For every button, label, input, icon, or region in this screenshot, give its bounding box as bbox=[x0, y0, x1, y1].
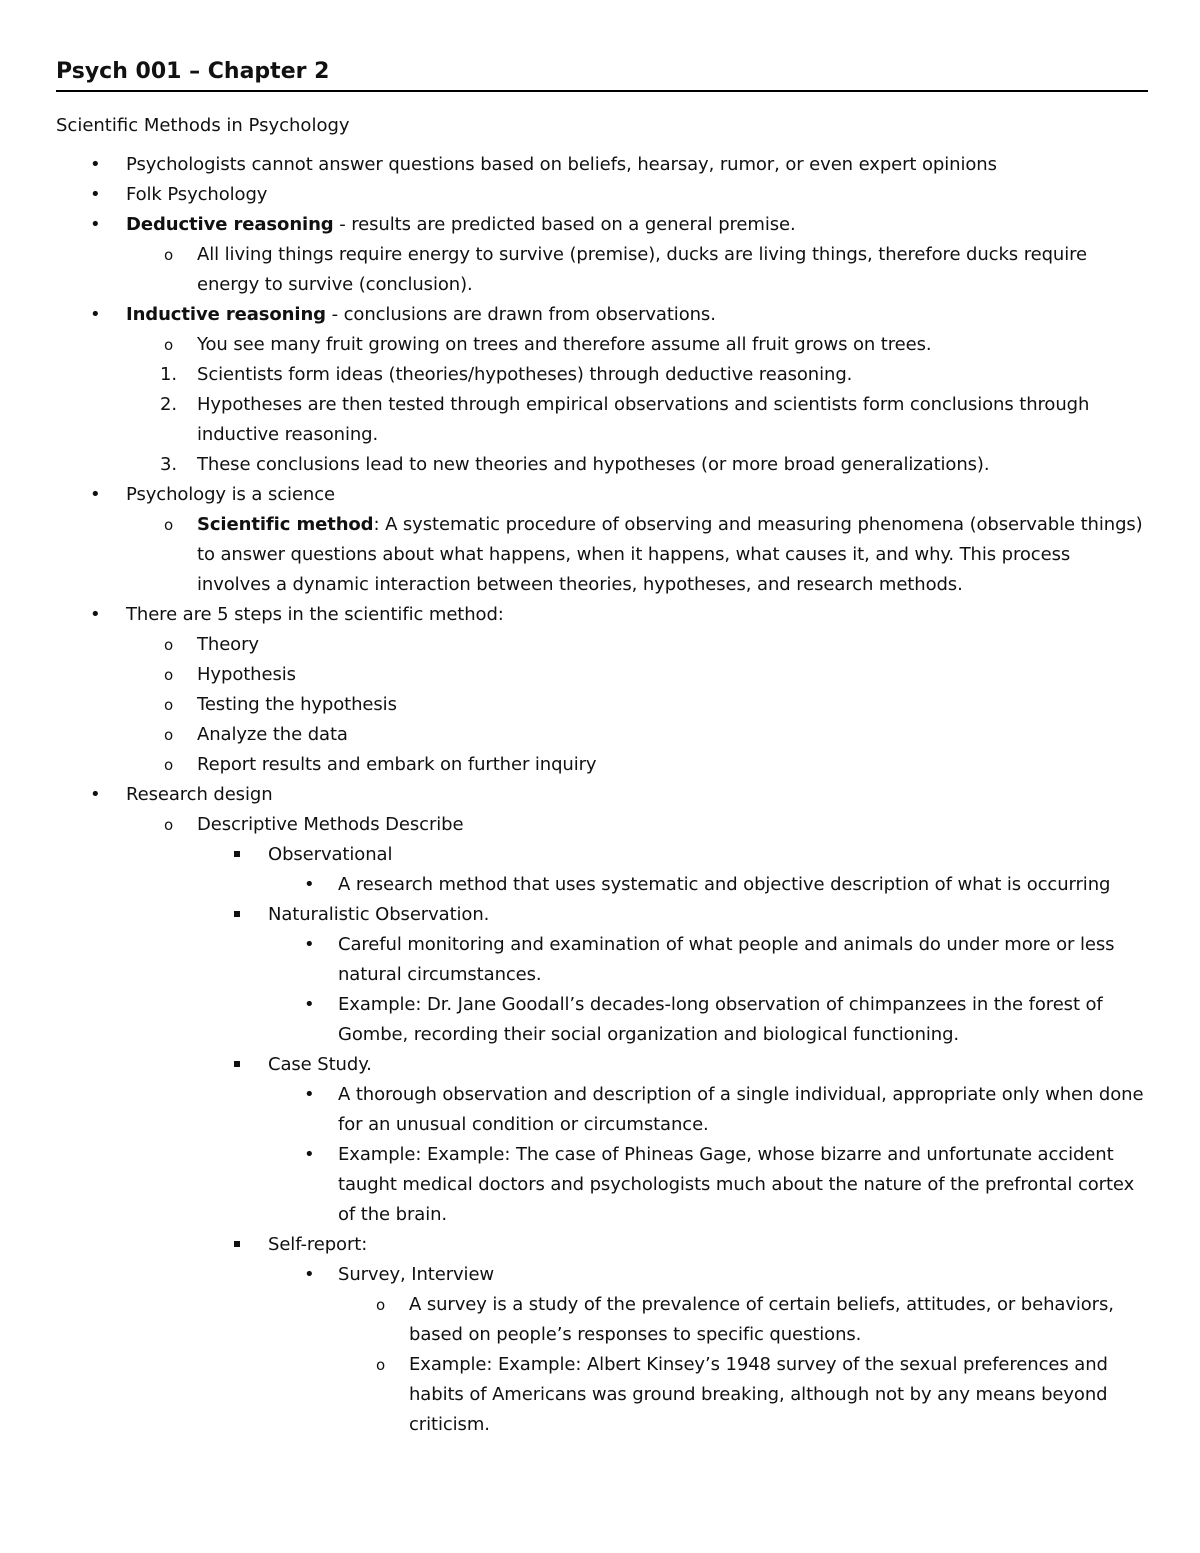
outline-item bbox=[56, 390, 1148, 450]
item-text: Self-report: bbox=[268, 1234, 368, 1255]
item-text: You see many fruit growing on trees and therefore assume all fruit grows on trees. bbox=[197, 334, 932, 355]
document-title: Psych 001 – Chapter 2 bbox=[56, 56, 1148, 92]
circle-bullet-icon bbox=[164, 750, 194, 780]
key-term: Scientific method bbox=[197, 514, 374, 535]
outline-item bbox=[56, 660, 1148, 690]
item-text: Case Study. bbox=[268, 1054, 372, 1075]
outline-item bbox=[56, 630, 1148, 660]
circle-bullet-icon bbox=[164, 690, 194, 720]
outline-item bbox=[56, 1230, 1148, 1260]
outline-item bbox=[56, 750, 1148, 780]
bullet-bullet-icon bbox=[90, 600, 120, 630]
circle-bullet-icon bbox=[164, 810, 194, 840]
bullet-bullet-icon bbox=[304, 870, 334, 900]
bullet-bullet-icon bbox=[90, 180, 120, 210]
outline-item bbox=[56, 240, 1148, 300]
document-page bbox=[56, 56, 1148, 1440]
bullet-bullet-icon bbox=[304, 930, 334, 960]
bullet-bullet-icon bbox=[304, 1260, 334, 1290]
item-text: Scientists form ideas (theories/hypotheses) through deductive reasoning. bbox=[197, 364, 853, 385]
outline-item bbox=[56, 690, 1148, 720]
outline-item bbox=[56, 180, 1148, 210]
item-text: Report results and embark on further inquiry bbox=[197, 754, 597, 775]
square-bullet-icon bbox=[234, 1050, 264, 1080]
item-text: - results are predicted based on a general premise. bbox=[333, 214, 796, 235]
circle-bullet-icon bbox=[164, 660, 194, 690]
item-text: A survey is a study of the prevalence of certain beliefs, attitudes, or behaviors, based on people’s responses to specific questions. bbox=[409, 1294, 1114, 1345]
outline-item bbox=[56, 780, 1148, 810]
outline-item bbox=[56, 600, 1148, 630]
key-term: Deductive reasoning bbox=[126, 214, 334, 235]
list-number: 3. bbox=[160, 454, 177, 475]
circle-bullet-icon bbox=[376, 1350, 406, 1380]
outline-item bbox=[56, 990, 1148, 1050]
item-text: A research method that uses systematic and objective description of what is occurring bbox=[338, 874, 1111, 895]
item-text: Psychologists cannot answer questions based on beliefs, hearsay, rumor, or even expert opinions bbox=[126, 154, 997, 175]
circle-bullet-icon bbox=[164, 510, 194, 540]
item-text: Survey, Interview bbox=[338, 1264, 495, 1285]
item-text: Psychology is a science bbox=[126, 484, 335, 505]
bullet-bullet-icon bbox=[90, 210, 120, 240]
outline-list bbox=[56, 150, 1148, 1440]
outline-item bbox=[56, 1260, 1148, 1290]
outline-item bbox=[56, 870, 1148, 900]
item-text: - conclusions are drawn from observations. bbox=[325, 304, 716, 325]
item-text: : A systematic procedure of observing and measuring phenomena (observable things) to answer questions about what happens, when it happens, what causes it, and why. This process involves a dynamic interaction between theories, hypotheses, and research methods. bbox=[197, 514, 1143, 595]
item-text: All living things require energy to survive (premise), ducks are living things, therefore ducks require energy to survive (conclusion). bbox=[197, 244, 1087, 295]
outline-item bbox=[56, 840, 1148, 870]
outline-item bbox=[56, 150, 1148, 180]
bullet-bullet-icon bbox=[304, 1080, 334, 1110]
item-text: Example: Example: Albert Kinsey’s 1948 survey of the sexual preferences and habits of Americans was ground breaking, although not by any means beyond criticism. bbox=[409, 1354, 1108, 1435]
outline-item bbox=[56, 1140, 1148, 1230]
square-bullet-icon bbox=[234, 900, 264, 930]
item-text: Example: Example: The case of Phineas Gage, whose bizarre and unfortunate accident taught medical doctors and psychologists much about the nature of the prefrontal cortex of the brain. bbox=[338, 1144, 1135, 1225]
item-text: Example: Dr. Jane Goodall’s decades-long observation of chimpanzees in the forest of Gombe, recording their social organization and biological functioning. bbox=[338, 994, 1103, 1045]
key-term: Inductive reasoning bbox=[126, 304, 326, 325]
section-heading: Scientific Methods in Psychology bbox=[56, 115, 350, 136]
square-bullet-icon bbox=[234, 1230, 264, 1260]
outline-item bbox=[56, 450, 1148, 480]
item-text: These conclusions lead to new theories and hypotheses (or more broad generalizations). bbox=[197, 454, 990, 475]
circle-bullet-icon bbox=[164, 630, 194, 660]
item-text: A thorough observation and description of a single individual, appropriate only when done for an unusual condition or circumstance. bbox=[338, 1084, 1144, 1135]
outline-item bbox=[56, 720, 1148, 750]
item-text: There are 5 steps in the scientific method: bbox=[126, 604, 504, 625]
bullet-bullet-icon bbox=[90, 780, 120, 810]
outline-item bbox=[56, 210, 1148, 240]
outline-item bbox=[56, 1290, 1148, 1350]
item-text: Descriptive Methods Describe bbox=[197, 814, 464, 835]
circle-bullet-icon bbox=[164, 240, 194, 270]
outline-item bbox=[56, 330, 1148, 360]
outline-item bbox=[56, 360, 1148, 390]
bullet-bullet-icon bbox=[90, 150, 120, 180]
outline-item bbox=[56, 900, 1148, 930]
square-bullet-icon bbox=[234, 840, 264, 870]
outline-item bbox=[56, 510, 1148, 600]
item-text: Naturalistic Observation. bbox=[268, 904, 490, 925]
item-text: Observational bbox=[268, 844, 393, 865]
bullet-bullet-icon bbox=[90, 300, 120, 330]
circle-bullet-icon bbox=[376, 1290, 406, 1320]
outline-item bbox=[56, 1080, 1148, 1140]
circle-bullet-icon bbox=[164, 330, 194, 360]
item-text: Research design bbox=[126, 784, 273, 805]
outline-item bbox=[56, 930, 1148, 990]
outline-item bbox=[56, 480, 1148, 510]
item-text: Hypothesis bbox=[197, 664, 296, 685]
outline-item bbox=[56, 1050, 1148, 1080]
item-text: Careful monitoring and examination of what people and animals do under more or less natural circumstances. bbox=[338, 934, 1115, 985]
item-text: Theory bbox=[197, 634, 259, 655]
item-text: Testing the hypothesis bbox=[197, 694, 397, 715]
list-number: 2. bbox=[160, 394, 177, 415]
bullet-bullet-icon bbox=[304, 1140, 334, 1170]
outline-item bbox=[56, 810, 1148, 840]
bullet-bullet-icon bbox=[90, 480, 120, 510]
item-text: Hypotheses are then tested through empirical observations and scientists form conclusions through inductive reasoning. bbox=[197, 394, 1090, 445]
bullet-bullet-icon bbox=[304, 990, 334, 1020]
outline-item bbox=[56, 300, 1148, 330]
item-text: Folk Psychology bbox=[126, 184, 268, 205]
list-number: 1. bbox=[160, 364, 177, 385]
circle-bullet-icon bbox=[164, 720, 194, 750]
outline-item bbox=[56, 1350, 1148, 1440]
item-text: Analyze the data bbox=[197, 724, 348, 745]
